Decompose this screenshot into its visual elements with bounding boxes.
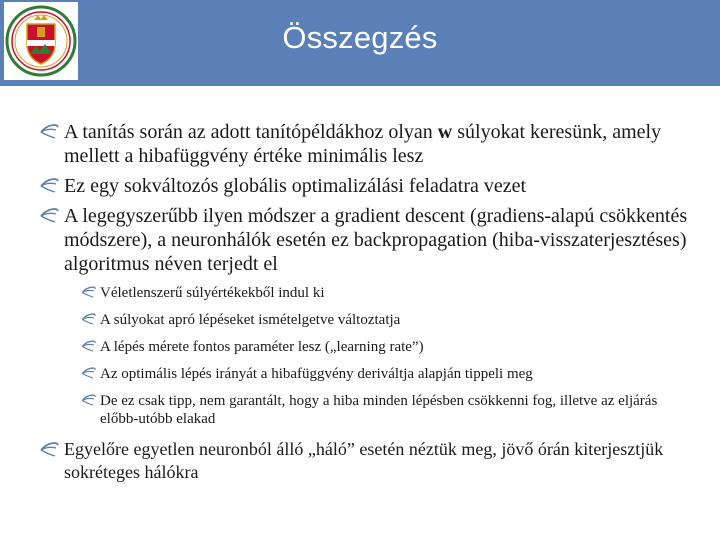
bullet-icon — [80, 338, 97, 355]
slide-title: Összegzés — [282, 20, 438, 55]
title-bar — [0, 0, 720, 86]
sub-bullet-text: Az optimális lépés irányát a hibafüggvény deriváltja alapján tippeli meg — [100, 366, 533, 382]
bullet-icon — [38, 205, 60, 227]
bullet-text-part: A tanítás során az adott tanítópéldákhoz olyan — [64, 121, 438, 143]
sub-bullet-item — [80, 338, 698, 356]
bullet-item — [38, 438, 698, 484]
sub-bullet-text: De ez csak tipp, nem garantált, hogy a hiba minden lépésben csökkenni fog, illetve az eljárás előbb-utóbb elakad — [100, 393, 658, 427]
bullet-text: Egyelőre egyetlen neuronból álló „háló” esetén néztük meg, jövő órán kiterjesztjük sokréteges hálókra — [64, 439, 664, 482]
bullet-icon — [80, 392, 97, 409]
sub-bullet-text: A lépés mérete fontos paraméter lesz („learning rate”) — [100, 339, 424, 355]
bullet-icon — [38, 439, 60, 461]
sub-bullet-item — [80, 392, 698, 428]
sub-bullet-item — [80, 284, 698, 302]
bullet-icon — [80, 365, 97, 382]
bullet-text: A legegyszerűbb ilyen módszer a gradient descent (gradiens-alapú csökkentés módszere), a neuronhálók esetén ez backpropagation (hiba-visszaterjesztéses) algoritmus néven terjedt el — [64, 205, 688, 275]
bullet-item — [38, 174, 698, 198]
bullet-item — [38, 204, 698, 276]
bullet-icon — [80, 311, 97, 328]
bullet-text: Ez egy sokváltozós globális optimalizálási feladatra vezet — [64, 175, 527, 197]
sub-bullet-item — [80, 365, 698, 383]
sub-bullet-text: Véletlenszerű súlyértékekből indul ki — [100, 285, 325, 301]
bullet-icon — [38, 121, 60, 143]
bullet-list — [38, 120, 698, 490]
bullet-icon — [38, 175, 60, 197]
bullet-icon — [80, 284, 97, 301]
bullet-item — [38, 120, 698, 168]
sub-bullet-list — [38, 284, 698, 428]
bullet-text-bold: w — [437, 121, 453, 143]
sub-bullet-text: A súlyokat apró lépéseket ismételgetve változtatja — [100, 312, 401, 328]
sub-bullet-item — [80, 311, 698, 329]
bullet-text-part: súlyokat keresünk, amely mellett a hibafüggvény értéke minimális lesz — [64, 121, 662, 167]
